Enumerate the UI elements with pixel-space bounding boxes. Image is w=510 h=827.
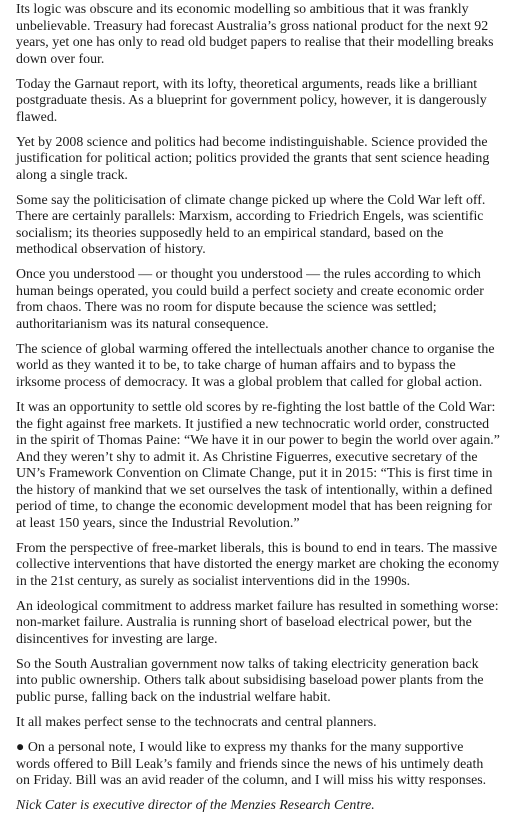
paragraph-9: An ideological commitment to address market failure has resulted in something worse: non-market failure. Australia is running short of baseload electrical power, but the disincentives for investing are large. <box>16 598 499 647</box>
paragraph-12: ● On a personal note, I would like to express my thanks for the many supportive words offered to Bill Leak’s family and friends since the news of his untimely death on Friday. Bill was an avid reader of the column, and I will miss his witty responses. <box>16 740 487 789</box>
paragraph-2: Today the Garnaut report, with its lofty, theoretical arguments, reads like a brilliant postgraduate thesis. As a blueprint for government policy, however, it is dangerously flawed. <box>16 76 487 125</box>
paragraph-4: Some say the politicisation of climate change picked up where the Cold War left off. There are certainly parallels: Marxism, according to Friedrich Engels, was scientific socialism; its theories supposedly held to an empirical standard, based on the methodical observation of history. <box>16 192 486 258</box>
paragraph-1: Its logic was obscure and its economic modelling so ambitious that it was frankly unbelievable. Treasury had forecast Australia’s gross national product for the next 92 years, yet one has only to read old budget papers to realise that their modelling breaks down over four. <box>16 2 494 67</box>
paragraph-6: The science of global warming offered the intellectuals another chance to organise the world as they wanted it to be, to take charge of human affairs and to bypass the irksome process of democracy. It was a global problem that called for global action. <box>16 341 495 390</box>
paragraph-11: It all makes perfect sense to the technocrats and central planners. <box>16 714 377 730</box>
paragraph-3: Yet by 2008 science and politics had become indistinguishable. Science provided the justification for political action; politics provided the grants that sent science heading along a single track. <box>16 134 490 183</box>
paragraph-7: It was an opportunity to settle old scores by re-fighting the lost battle of the Cold War: the fight against free markets. It justified a new technocratic world order, constructed in the spirit of Thomas Paine: “We have it in our power to begin the world over again.” And they weren’t shy to admit it. As Christine Figuerres, executive secretary of the UN’s Framework Convention on Climate Change, put it in 2015: “This is first time in the history of mankind that we set ourselves the task of intentionally, within a defined period of time, to change the economic development model that has been reigning for at least 150 years, since the Industrial Revolution.” <box>16 400 500 531</box>
author-byline: Nick Cater is executive director of the Menzies Research Centre. <box>16 798 375 814</box>
paragraph-5: Once you understood — or thought you understood — the rules according to which human beings operated, you could build a perfect society and create economic order from chaos. There was no room for dispute because the science was settled; authoritarianism was its natural consequence. <box>16 267 484 332</box>
paragraph-8: From the perspective of free-market liberals, this is bound to end in tears. The massive collective interventions that have distorted the energy market are choking the economy in the 21st century, as surely as socialist interventions did in the 1990s. <box>16 540 500 589</box>
paragraph-10: So the South Australian government now talks of taking electricity generation back into public ownership. Others talk about subsidising baseload power plants from the public purse, falling back on the industrial welfare habit. <box>16 656 484 705</box>
